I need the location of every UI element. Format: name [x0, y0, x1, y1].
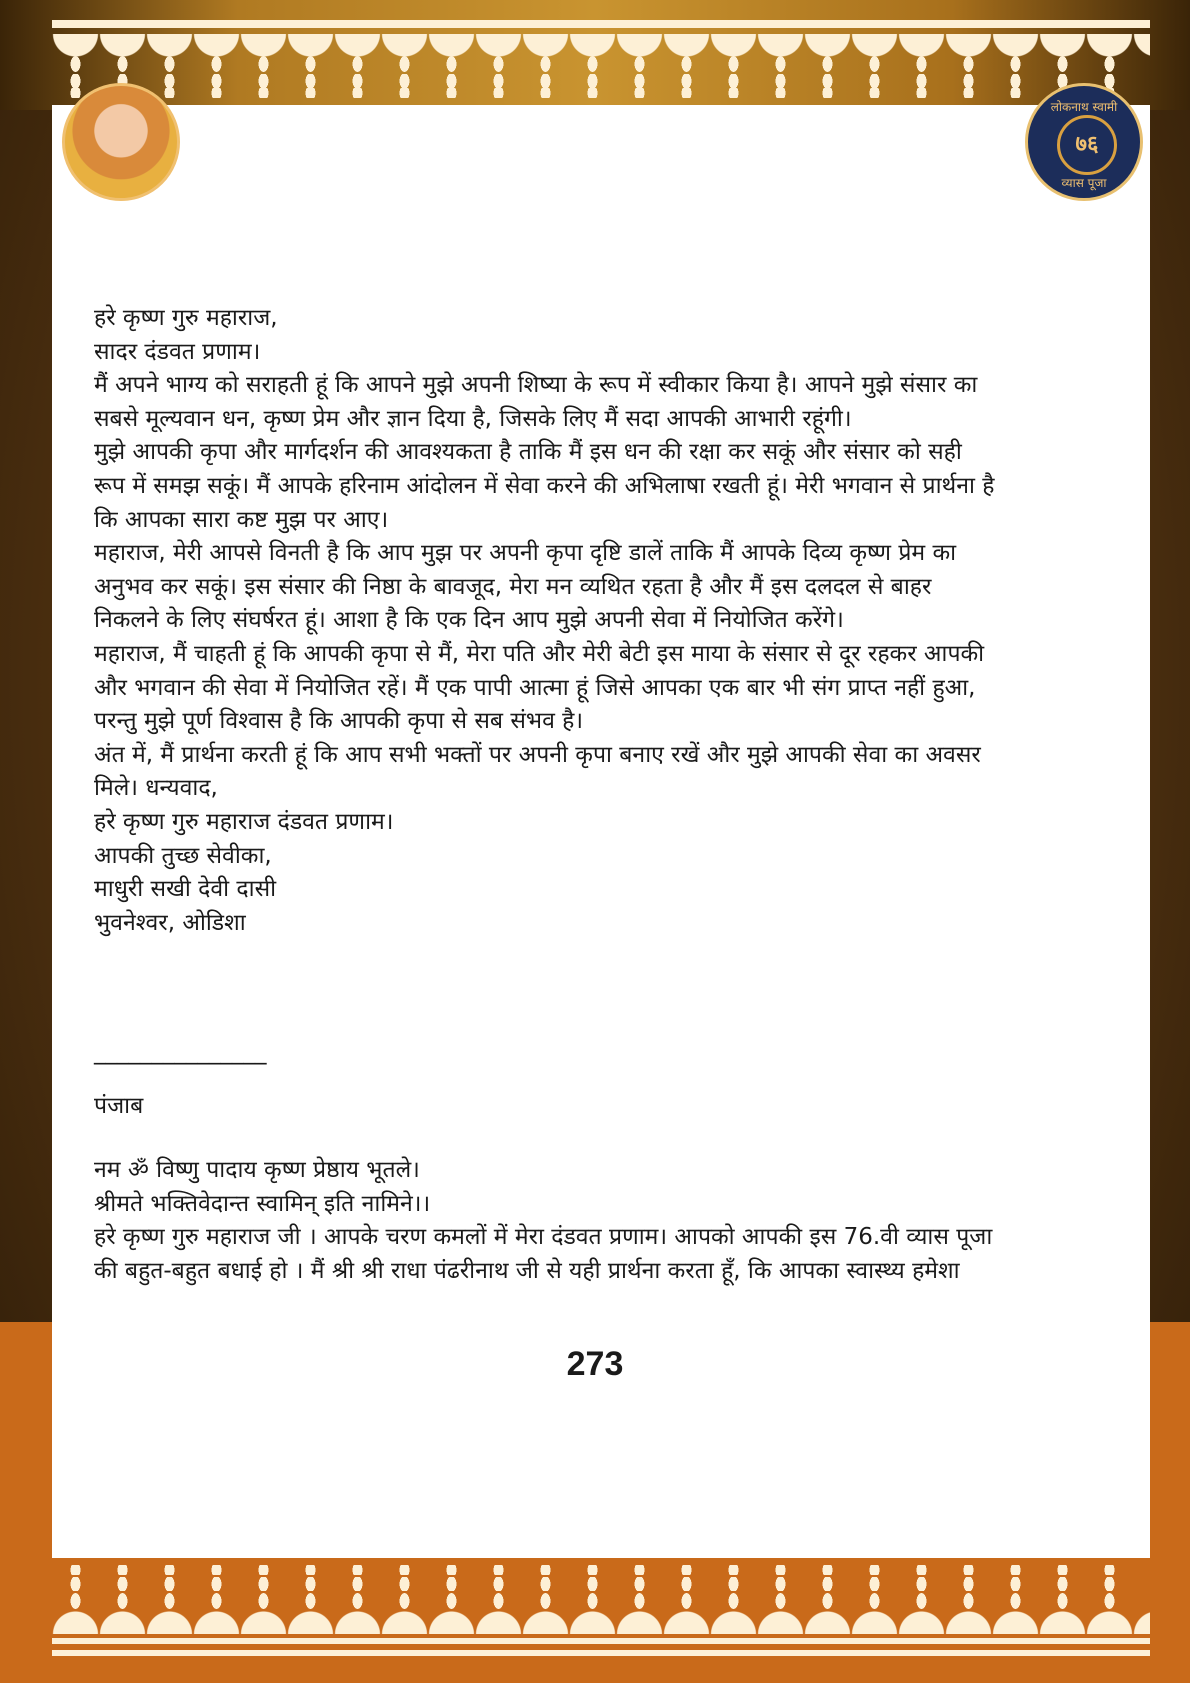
location-heading: पंजाब: [94, 1093, 144, 1119]
top-dot-row: [52, 74, 1150, 88]
letter-offering-1: [94, 302, 995, 940]
separator-line: _______________: [94, 1039, 267, 1065]
letter-line: सादर दंडवत प्रणाम।: [94, 338, 261, 365]
letter-line: मैं अपने भाग्य को सराहती हूं कि आपने मुझे अपनी शिष्या के रूप में स्वीकार किया है। आपने मुझे संसार का: [94, 372, 978, 399]
seal-text-bottom: व्यास पूजा: [1061, 176, 1107, 190]
bottom-scallop-ornament: [52, 1608, 1150, 1634]
vyasa-puja-seal-logo: [1025, 83, 1143, 201]
top-dot-row: [52, 54, 1150, 74]
letter-line: रूप में समझ सकूं। मैं आपके हरिनाम आंदोलन में सेवा करने की अभिलाषा रखती हूं। मेरी भगवान से प्रार्थना है: [94, 472, 995, 499]
letter-line: और भगवान की सेवा में नियोजित रहें। मैं एक पापी आत्मा हूं जिसे आपका एक बार भी संग प्राप्त नहीं हुआ,: [94, 674, 976, 701]
letter-line: महाराज, मेरी आपसे विनती है कि आप मुझ पर अपनी कृपा दृष्टि डालें ताकि मैं आपके दिव्य कृष्ण प्रेम का: [94, 540, 957, 567]
letter-line: अंत में, मैं प्रार्थना करती हूं कि आप सभी भक्तों पर अपनी कृपा बनाए रखें और मुझे आपकी सेवा का अवसर: [94, 741, 981, 768]
letter-line: हरे कृष्ण गुरु महाराज जी । आपके चरण कमलों में मेरा दंडवत प्रणाम। आपको आपकी इस 76.वी व्यास पूजा: [94, 1224, 993, 1251]
letter-line: अनुभव कर सकूं। इस संसार की निष्ठा के बावजूद, मेरा मन व्यथित रहता है और मैं इस दलदल से बाहर: [94, 573, 932, 600]
letter-line: हरे कृष्ण गुरु महाराज दंडवत प्रणाम।: [94, 808, 394, 835]
letter-offering-2: [94, 1154, 992, 1288]
bottom-dot-row: [52, 1577, 1150, 1591]
letter-line: महाराज, मैं चाहती हूं कि आपकी कृपा से मैं, मेरा पति और मेरी बेटी इस माया के संसार से दूर रहकर आपकी: [94, 640, 985, 667]
letter-line: कि आपका सारा कष्ट मुझ पर आए।: [94, 506, 389, 533]
letter-line: भुवनेश्वर, ओडिशा: [94, 909, 246, 936]
guru-portrait: [62, 83, 180, 201]
letter-line: श्रीमते भक्तिवेदान्त स्वामिन् इति नामिने।।: [94, 1190, 431, 1217]
letter-line: नम ॐ विष्णु पादाय कृष्ण प्रेष्ठाय भूतले।: [94, 1157, 420, 1183]
letter-line: मिले। धन्यवाद,: [94, 775, 218, 802]
top-border-line: [52, 20, 1150, 28]
letter-line: की बहुत-बहुत बधाई हो । मैं श्री श्री राधा पंढरीनाथ जी से यही प्रार्थना करता हूँ, कि आपका स्वास्थ्य हमेशा: [94, 1257, 960, 1284]
letter-line: निकलने के लिए संघर्षरत हूं। आशा है कि एक दिन आप मुझे अपनी सेवा में नियोजित करेंगे।: [94, 607, 844, 634]
letter-line: माधुरी सखी देवी दासी: [94, 876, 277, 903]
bottom-border-line: [52, 1638, 1150, 1644]
page-number: 273: [566, 1345, 624, 1383]
letter-line: हरे कृष्ण गुरु महाराज,: [94, 305, 278, 331]
letter-line: आपकी तुच्छ सेवीका,: [94, 842, 272, 869]
seal-number: ७६: [1057, 115, 1117, 175]
bottom-border-line: [52, 1650, 1150, 1656]
bottom-dot-row: [52, 1565, 1150, 1575]
top-dot-row: [52, 88, 1150, 98]
letter-line: सबसे मूल्यवान धन, कृष्ण प्रेम और ज्ञान दिया है, जिसके लिए मैं सदा आपकी आभारी रहूंगी।: [94, 405, 852, 432]
seal-text-top: लोकनाथ स्वामी: [1050, 100, 1118, 114]
letter-line: परन्तु मुझे पूर्ण विश्वास है कि आपकी कृपा से सब संभव है।: [94, 708, 584, 735]
letter-line: मुझे आपकी कृपा और मार्गदर्शन की आवश्यकता है ताकि मैं इस धन की रक्षा कर सकूं और संसार को सही: [94, 439, 962, 466]
